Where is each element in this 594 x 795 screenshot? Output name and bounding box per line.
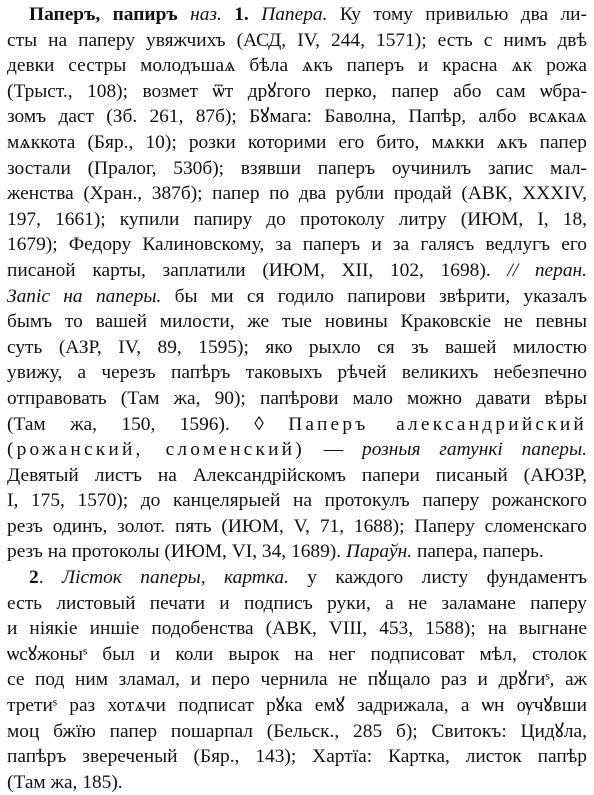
text-run (178, 4, 190, 25)
text-line (7, 79, 587, 105)
text-line (7, 2, 587, 28)
text-run: у каждого листу фундаментъ (288, 567, 587, 589)
text-line (7, 53, 587, 79)
text-line (7, 207, 587, 233)
text-line (7, 104, 587, 130)
text-line (7, 770, 587, 795)
text-line (7, 565, 587, 591)
text-run: сты на паперу увяжчихъ (АСД, IV, 244, 1571); есть с нимъ двѣ (7, 29, 587, 51)
text-line (7, 181, 587, 207)
italic-text: Лісток паперы (61, 567, 201, 589)
text-run: резъ одинъ, золот. пять (ИЮМ, V, 71, 1688); Паперу сломенскаго (7, 515, 587, 537)
text-run (222, 4, 234, 25)
text-run: бымъ то вашей милости, же тые новины Краковскіе не певны (7, 311, 587, 333)
text-line (7, 156, 587, 182)
bold-text: 1. (234, 4, 249, 25)
italic-text: Запіс на паперы. (7, 285, 162, 307)
spaced-term: Паперъ александрийский (288, 413, 587, 435)
text-run: зостали (Пралог, 530б); взявши паперъ оучинилъ запис мал- (7, 157, 587, 179)
text-run: и ніякіе иншіе подобенства (АВК, VIII, 453, 1588); на выгнане (7, 618, 587, 640)
text-run: папѣръ звереченый (Бяр., 143); Хартїа: Картка, листок папѣр (7, 746, 587, 768)
text-line (7, 693, 587, 719)
text-line (7, 309, 587, 335)
italic-text: картка. (224, 567, 289, 589)
bold-text: 2 (29, 567, 39, 589)
text-run: Девятый листъ на Александрійскомъ папери писаный (АЮЗР, (7, 464, 587, 486)
italic-text: розныя гатункі паперы. (362, 439, 587, 461)
text-line (7, 642, 587, 668)
text-line (7, 412, 587, 438)
text-run: , (200, 567, 225, 589)
text-run: резъ на протоколы (ИЮМ, VI, 34, 1689). (7, 541, 346, 563)
text-line (7, 616, 587, 642)
text-line (7, 719, 587, 745)
text-run: писаной карты, заплатили (ИЮМ, XII, 102, 1698). (7, 259, 508, 281)
text-line (7, 284, 587, 310)
text-run: I, 175, 1570); до канцелярыей на протокулъ паперу рожанского (7, 490, 587, 512)
text-run: отправовать (Там жа, 90); папѣрови мало можно давати вѣры (7, 387, 587, 409)
text-line (7, 514, 587, 540)
text-line (7, 232, 587, 258)
text-line (7, 667, 587, 693)
text-run: женства (Хран., 387б); папер по два рубли продай (АВК, XXXIV, (7, 183, 587, 205)
text-run: ѡсꙋжоныˢ был и коли вырок на нег подписоват мѣл, столок (7, 643, 587, 665)
text-line (7, 744, 587, 770)
italic-text: Параўн. (345, 541, 413, 563)
text-line (7, 539, 587, 565)
text-run: бы ми ся годило папирови звѣрити, указалъ (161, 285, 587, 307)
text-line (7, 463, 587, 489)
text-line (7, 335, 587, 361)
text-run: увижу, а черезъ папѣръ таковыхъ рѣчей великихъ небезпечно (7, 362, 587, 384)
text-run: зомъ даст (Зб. 261, 87б); Бꙋмага: Баволна, Папѣр, албо всѧкаѧ (7, 106, 587, 128)
text-run: (Там жа, 150, 1596). ◊ (7, 413, 289, 435)
text-run: — (304, 439, 362, 461)
text-run: папера, паперь. (412, 541, 544, 563)
text-run: 197, 1661); купили папиру до протоколу литру (ИЮМ, І, 18, (7, 208, 587, 230)
text-run: третиˢ раз хотѧчи подписат рꙋка емꙋ задрижала, а ѡн ѹчꙋвши (7, 695, 587, 717)
text-line (7, 360, 587, 386)
text-run: (Там жа, 185). (7, 771, 123, 793)
text-line (7, 591, 587, 617)
italic-text: Папера. (261, 4, 328, 25)
text-line (7, 28, 587, 54)
text-run: (Трыст., 108); возмет ѿт дрꙋгого перко, папер або сам ѡбра- (7, 80, 587, 102)
text-run: моц бжїю папер пошарпал (Бельск., 285 б); Свитокъ: Цидꙋла, (7, 720, 587, 742)
spaced-term: (рожанский, сломенский) (7, 439, 305, 461)
text-line (7, 130, 587, 156)
italic-text: // перан. (507, 259, 587, 281)
text-line (7, 386, 587, 412)
dictionary-entry (7, 2, 587, 793)
text-run: се под ним зламал, и перо чернила не пꙋщало раз и дрꙋгиˢ, аж (7, 669, 587, 691)
text-run: 1679); Федору Калиновскому, за паперъ и за галясъ ведлугъ его (7, 234, 587, 256)
text-run: девки сестры молодъшаѧ бѣла ѧкъ паперъ и красна ѧк рожа (7, 55, 587, 77)
bold-text: Паперъ, папиръ (29, 4, 178, 25)
text-run: Ку тому привилью два ли- (327, 4, 587, 25)
text-run: . (38, 567, 62, 589)
text-run: мѧккота (Бяр., 10); розки которими его бито, мѧкки ѧкъ папер (7, 131, 587, 153)
italic-text: наз. (190, 4, 222, 25)
text-run: суть (АЗР, IV, 89, 1595); яко рыхло ся зъ вашей милостю (7, 336, 587, 358)
text-run: есть листовый печати и подписъ руки, а не заламане паперу (7, 592, 587, 614)
text-line (7, 437, 587, 463)
text-line (7, 488, 587, 514)
text-run (249, 4, 261, 25)
text-line (7, 258, 587, 284)
